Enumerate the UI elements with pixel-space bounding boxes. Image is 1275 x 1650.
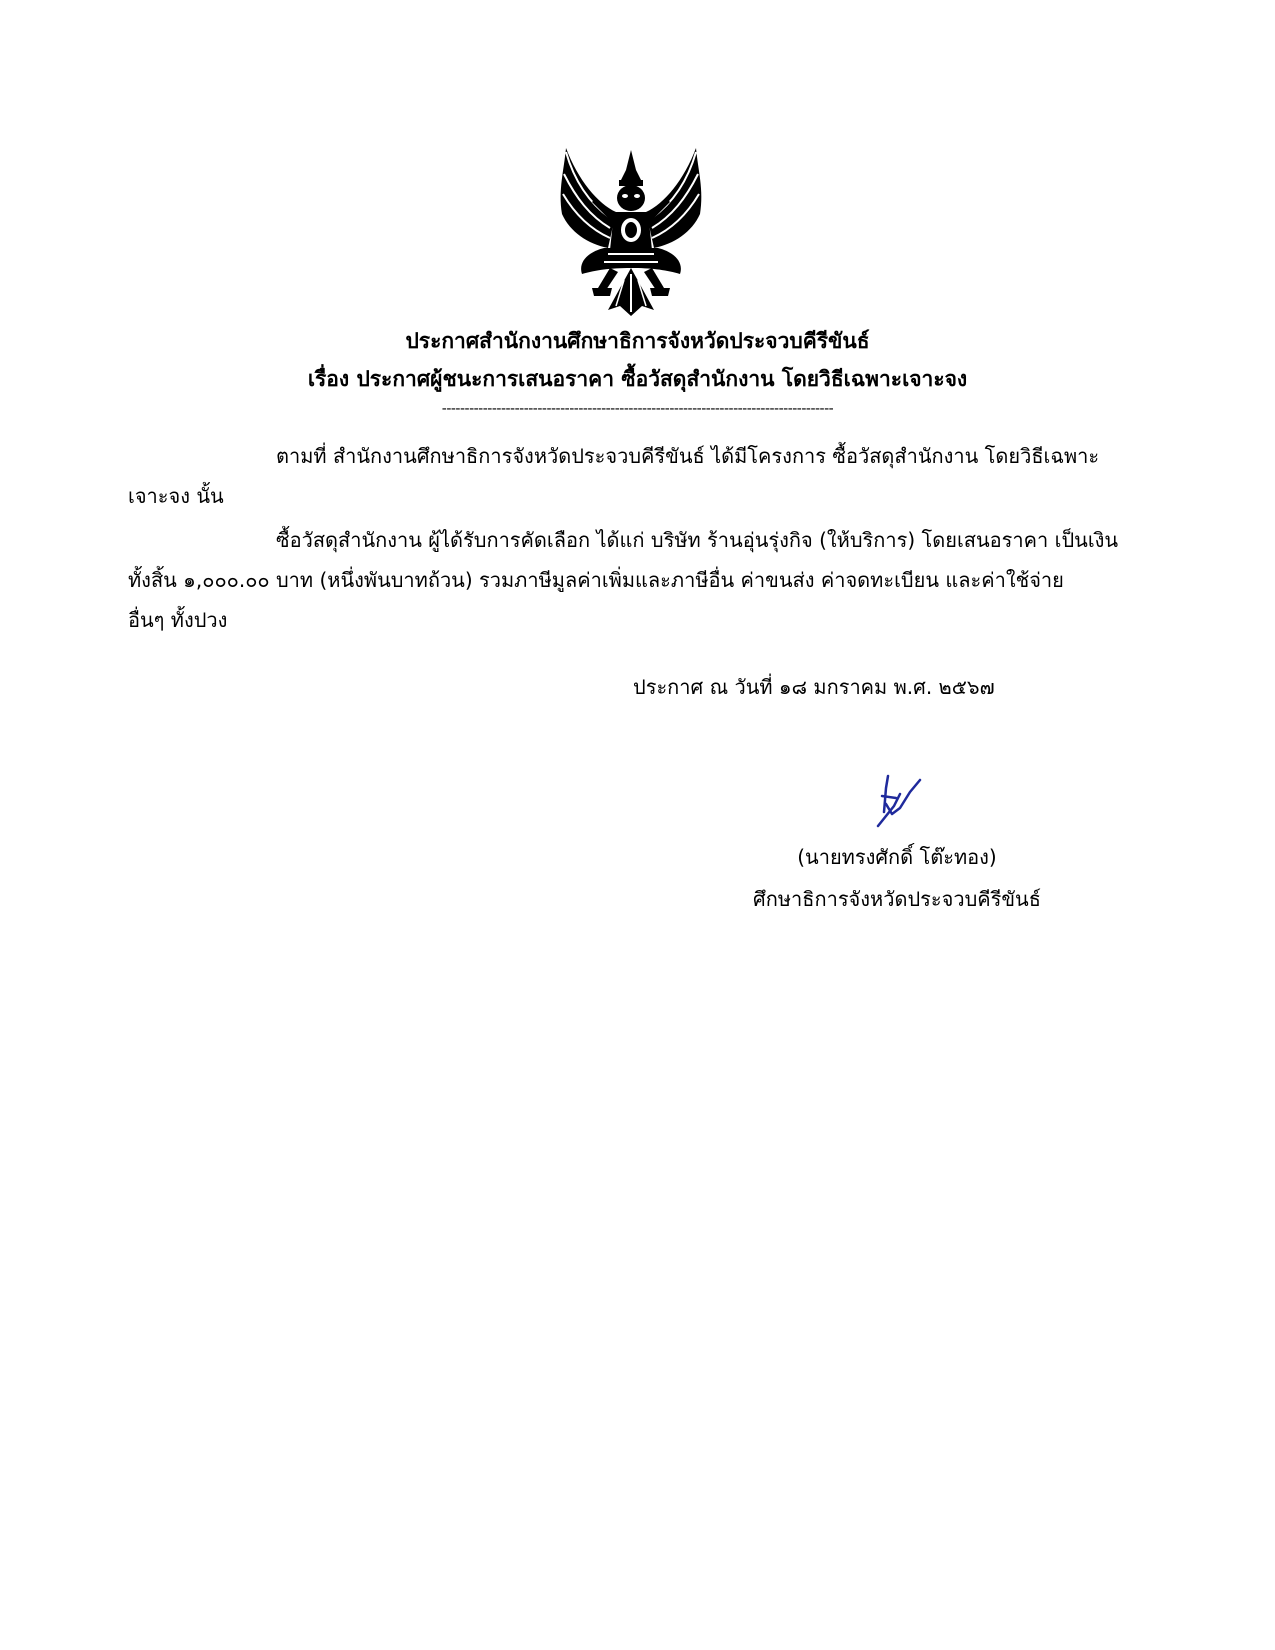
paragraph-project-line: ตามที่ สำนักงานศึกษาธิการจังหวัดประจวบคีรีขันธ์ ได้มีโครงการ ซื้อวัสดุสำนักงาน โดยวิธีเฉพาะ	[276, 444, 1100, 468]
announcement-date: ประกาศ ณ วันที่ ๑๘ มกราคม พ.ศ. ๒๕๖๗	[633, 675, 995, 699]
paragraph-project-line: เจาะจง นั้น	[128, 484, 224, 508]
paragraph-winner-line: อื่นๆ ทั้งปวง	[128, 608, 228, 632]
garuda-emblem-icon	[548, 140, 714, 322]
title-separator: --------------------------------------------------------------------------------------	[441, 401, 834, 417]
announcement-title: ประกาศสำนักงานศึกษาธิการจังหวัดประจวบคีรีขันธ์	[405, 329, 870, 353]
paragraph-winner	[128, 520, 1133, 640]
paragraph-winner-line: ทั้งสิ้น ๑,๐๐๐.๐๐ บาท (หนึ่งพันบาทถ้วน) รวมภาษีมูลค่าเพิ่มและภาษีอื่น ค่าขนส่ง ค่าจดทะเบียน และค่าใช้จ่าย	[128, 568, 1064, 592]
paragraph-winner-line: ซื้อวัสดุสำนักงาน ผู้ได้รับการคัดเลือก ได้แก่ บริษัท ร้านอุ่นรุ่งกิจ (ให้บริการ) โดยเสนอราคา เป็นเงิน	[276, 528, 1119, 552]
signatory-position: ศึกษาธิการจังหวัดประจวบคีรีขันธ์	[753, 887, 1041, 911]
paragraph-project	[128, 436, 1133, 516]
signatory-name: (นายทรงศักดิ์ โต๊ะทอง)	[797, 845, 997, 869]
signature-icon	[866, 772, 924, 830]
announcement-subject: เรื่อง ประกาศผู้ชนะการเสนอราคา ซื้อวัสดุสำนักงาน โดยวิธีเฉพาะเจาะจง	[307, 367, 968, 391]
